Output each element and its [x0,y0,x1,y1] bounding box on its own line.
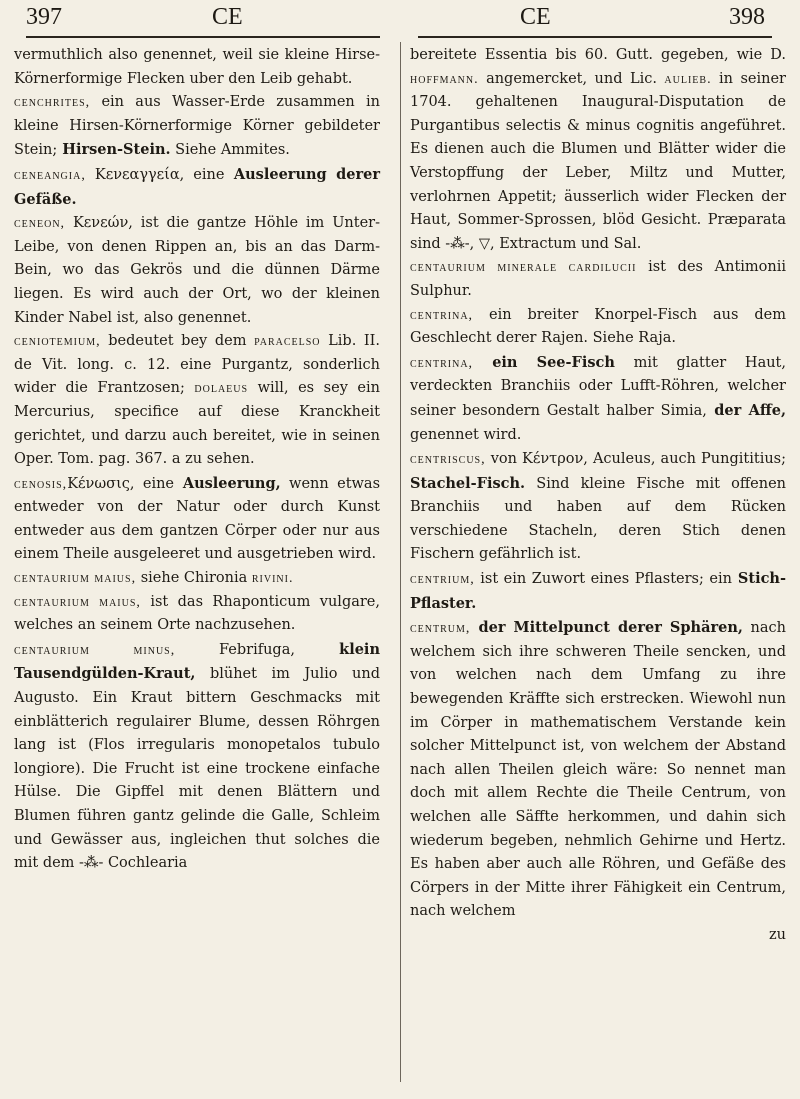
entry-text: ist des Antimonii Sulphur. [410,259,786,299]
entry-text-tail: nach welchem sich ihre schweren Theile sencken, und von welchen nach dem Umfang zu ihre bewegenden Kräffte sich erstrecken. Wiewohl nun im Cörper in mathematischem Verstande kein solcher Mittelpunct ist, von welchem der Abstand nach allen Theilen gleich wäre: So nennet man doch mit allem Rechte die Theile Centrum, von welchen alle Säffte herkommen, und dahin sich wiederum begeben, nehmlich Gehirne und Hertz. Es haben aber auch alle Röhren, und Gefäße des Cörpers in der Mitte ihrer Fähigkeit ein Centrum, nach welchem [410,620,786,920]
entry-centaurium-maius-2 [14,591,380,638]
entry-centaurium-maius-1 [14,567,380,591]
entry-centrium [410,567,786,616]
author-name: paracelso [254,334,321,350]
entry-term: der Affe, [706,401,786,419]
entry-text: Κενεών, ist die gantze Höhle im Unter-Leibe, von denen Rippen an, bis an das Darm-Bein, wo das Gekrös und die dünnen Därme liegen. Es wird auch der Ort, wo der kleinen Kinder Nabel ist, also genennet. [14,215,380,326]
left-column [14,44,380,876]
entry-headword: centaurium maius, [14,594,141,610]
entry-headword: centrium, [410,572,475,588]
entry-text: Κένωσις, eine [67,475,175,492]
column-heading-right: CE [520,4,551,30]
entry-ceneon [14,212,380,330]
entry-headword: ceneon, [14,216,66,232]
entry-term: ein See-Fisch [473,353,615,371]
entry-term: Stich-Pflaster. [410,570,786,612]
entry-headword: ceneangia, [14,167,86,183]
entry-text-tail: blühet im Julio und Augusto. Ein Kraut bittern Geschmacks mit einblätterich regulairer Blume, dessen Röhrgen lang ist (Flos irregularis monopetalos tubulo longiore). Die Frucht ist eine trockene einfache Hülse. Die Gipffel mit denen Blättern und Blumen führen gantz gelinde die Galle, Schleim und Gewässer aus, ingleichen thut solches die mit dem -⁂- Cochlearia [14,666,380,872]
entry-centriscus [410,447,786,567]
entry-text-tail: in seiner 1704. gehaltenen Inaugural-Disputation de Purgantibus selectis & minus cognitis angeführet. Es dienen auch die Blumen und Blätter wider die Verstopffung der Leber, Miltz und Mutter, verlohrnen Appetit; äusserlich wider Flecken der Haut, Sommer-Sprossen, blöd Gesicht. Præparata sind -⁂-, ▽, Extractum und Sal. [410,70,786,252]
page-number-left: 397 [26,4,62,30]
entry-centrina-2 [410,351,786,447]
entry-headword: cenosis, [14,476,68,492]
entry-text-tail: genennet wird. [410,426,522,443]
entry-headword: ceniotemium, [14,334,101,350]
right-column [410,44,786,948]
entry-cenchrites [14,91,380,163]
entry-term: Hirsen-Stein. [57,141,171,159]
entry-headword: centrina, [410,307,474,323]
entry-term: klein Tausendgülden-Kraut, [14,640,380,683]
author-name: aulieb. [664,71,712,87]
entry-text-tail: wenn etwas entweder von der Natur oder durch Kunst entweder aus dem gantzen Cörper oder nur aus einem Theile ausgeleeret und ausgetrieben wird. [14,475,381,563]
entry-term: Ausleerung derer Gefäße. [14,165,380,208]
entry-text-tail: Siehe Ammites. [170,142,290,159]
entry-text-tail: Lib. II. de Vit. long. c. 12. eine Purgantz, sonderlich wider die Frantzosen; [14,333,380,397]
column-divider [400,42,401,1082]
entry-text-tail: angemercket, und Lic. [478,70,665,87]
entry-text: ist ein Zuwort eines Pflasters; ein [474,571,732,588]
column-heading-left: CE [212,4,243,30]
entry-cenosis [14,472,380,567]
entry-text: ein aus Wasser-Erde zusammen in kleine Hirsen-Körnerformige Körner gebildeter Stein; [14,94,380,159]
author-name: dolaeus [194,381,249,397]
entry-headword: centrum, [410,621,471,637]
entry-centaurium-minerale [410,256,786,303]
entry-ceniotemium [14,330,380,472]
entry-text-tail: will, es sey ein Mercurius, specifice auf diese Kranckheit gerichtet, und darzu auch bereitet, wie in seinen Oper. Tom. pag. 367. a zu sehen. [14,380,380,468]
entry-text: ein breiter Knorpel-Fisch aus dem Geschlecht derer Rajen. Siehe Raja. [410,306,786,347]
author-name: hoffmann. [410,71,479,87]
entry-text: siehe Chironia [136,570,252,587]
entry-continuation [410,44,786,256]
entry-text: ist das Rhaponticum vulgare, welches an seinem Orte nachzusehen. [14,593,380,634]
entry-text: Κενεαγγεία, eine [85,166,225,183]
page-header [0,0,800,34]
entry-text: bereitete Essentia bis 60. Gutt. gegeben, wie D. [410,47,786,63]
entry-centrum [410,616,786,924]
entry-text: Febrifuga, [175,641,295,658]
entry-term: Ausleerung, [174,474,281,492]
entry-continuation [14,44,380,91]
catchword: zu [769,926,786,943]
entry-text-tail: mit glatter Haut, verdeckten Branchiis oder Lufft-Röhren, welcher seiner besondern Gestalt halber Simia, [410,354,786,419]
entry-headword: cenchrites, [14,95,91,111]
entry-text-tail: Sind kleine Fische mit offenen Branchiis und haben auf dem Rücken verschiedene Stacheln, deren Stich denen Fischern gefährlich ist. [410,475,786,563]
entry-headword: centaurium minerale cardilucii [410,260,637,276]
entry-headword: centaurium minus, [14,642,176,658]
author-name: rivini. [251,571,294,587]
entry-headword: centriscus, [410,452,486,468]
entry-term: der Mittelpunct derer Sphären, [470,619,743,637]
entry-text: bedeutet bey dem [100,333,255,350]
entry-headword: centrina, [410,355,474,371]
entry-text: vermuthlich also genennet, weil sie kleine Hirse-Körnerformige Flecken uber den Leib gehabt. [14,47,380,87]
entry-ceneangia [14,163,380,212]
header-rule-left [26,36,380,38]
entry-centaurium-minus [14,638,380,876]
entry-text: von Κέντρον, Aculeus, auch Pungititius; [485,451,786,468]
entry-term: Stachel-Fisch. [410,474,526,492]
entry-headword: centaurium maius, [14,571,137,587]
catchword-line [410,924,786,948]
page-number-right: 398 [729,4,765,30]
header-rule-right [418,36,772,38]
entry-centrina-1 [410,304,786,351]
